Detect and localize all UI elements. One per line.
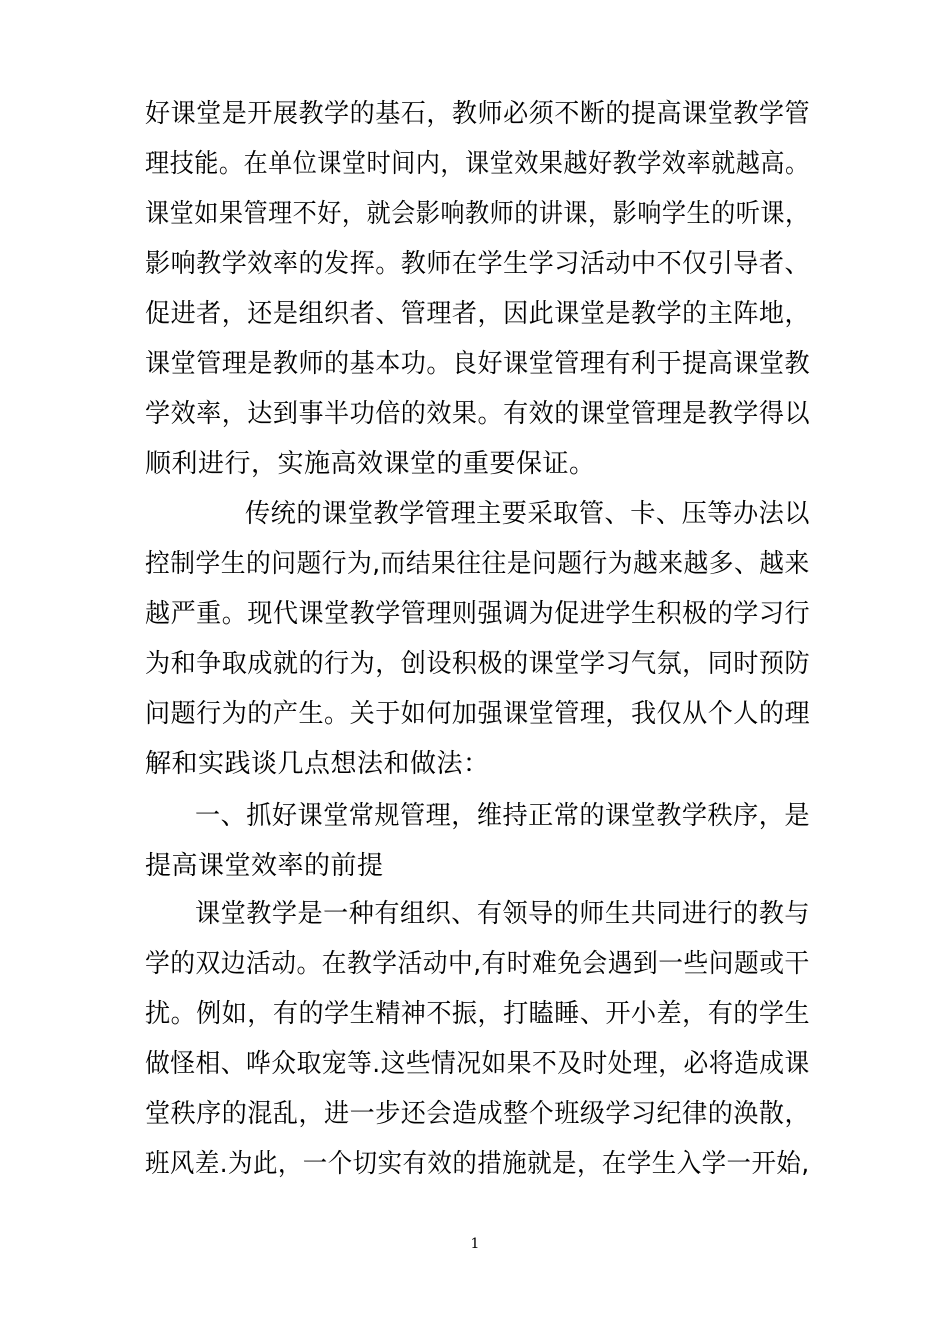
text-line: 做怪相、哗众取宠等.这些情况如果不及时处理，必将造成课 bbox=[145, 1049, 810, 1079]
section-heading-line: 一、抓好课堂常规管理，维持正常的课堂教学秩序，是 bbox=[195, 801, 811, 831]
text-line: 课堂管理是教师的基本功。良好课堂管理有利于提高课堂教 bbox=[145, 349, 811, 379]
text-line: 课堂如果管理不好，就会影响教师的讲课，影响学生的听课， bbox=[145, 199, 810, 229]
text-line: 问题行为的产生。关于如何加强课堂管理，我仅从个人的理 bbox=[145, 699, 811, 729]
text-line: 学效率，达到事半功倍的效果。有效的课堂管理是教学得以 bbox=[145, 399, 811, 429]
text-line: 解和实践谈几点想法和做法： bbox=[145, 749, 490, 779]
page-number: 1 bbox=[470, 1236, 480, 1252]
text-line: 控制学生的问题行为,而结果往往是问题行为越来越多、越来 bbox=[145, 549, 810, 579]
text-line: 影响教学效率的发挥。教师在学生学习活动中不仅引导者、 bbox=[145, 249, 811, 279]
section-heading-line: 提高课堂效率的前提 bbox=[145, 851, 384, 881]
text-line: 促进者，还是组织者、管理者，因此课堂是教学的主阵地， bbox=[145, 299, 811, 329]
text-line: 为和争取成就的行为，创设积极的课堂学习气氛，同时预防 bbox=[145, 649, 811, 679]
text-line: 堂秩序的混乱，进一步还会造成整个班级学习纪律的涣散， bbox=[145, 1099, 811, 1129]
text-line: 好课堂是开展教学的基石，教师必须不断的提高课堂教学管 bbox=[145, 99, 811, 129]
text-line: 理技能。在单位课堂时间内，课堂效果越好教学效率就越高。 bbox=[145, 149, 810, 179]
text-line: 顺利进行，实施高效课堂的重要保证。 bbox=[145, 449, 596, 479]
text-line: 班风差.为此，一个切实有效的措施就是，在学生入学一开始, bbox=[145, 1149, 810, 1179]
text-line: 学的双边活动。在教学活动中,有时难免会遇到一些问题或干 bbox=[145, 949, 810, 979]
paragraph-first-line: 传统的课堂教学管理主要采取管、卡、压等办法以 bbox=[245, 499, 811, 529]
text-line: 扰。例如，有的学生精神不振，打瞌睡、开小差，有的学生 bbox=[145, 999, 811, 1029]
text-line: 越严重。现代课堂教学管理则强调为促进学生积极的学习行 bbox=[145, 599, 811, 629]
paragraph-first-line: 课堂教学是一种有组织、有领导的师生共同进行的教与 bbox=[195, 899, 811, 929]
